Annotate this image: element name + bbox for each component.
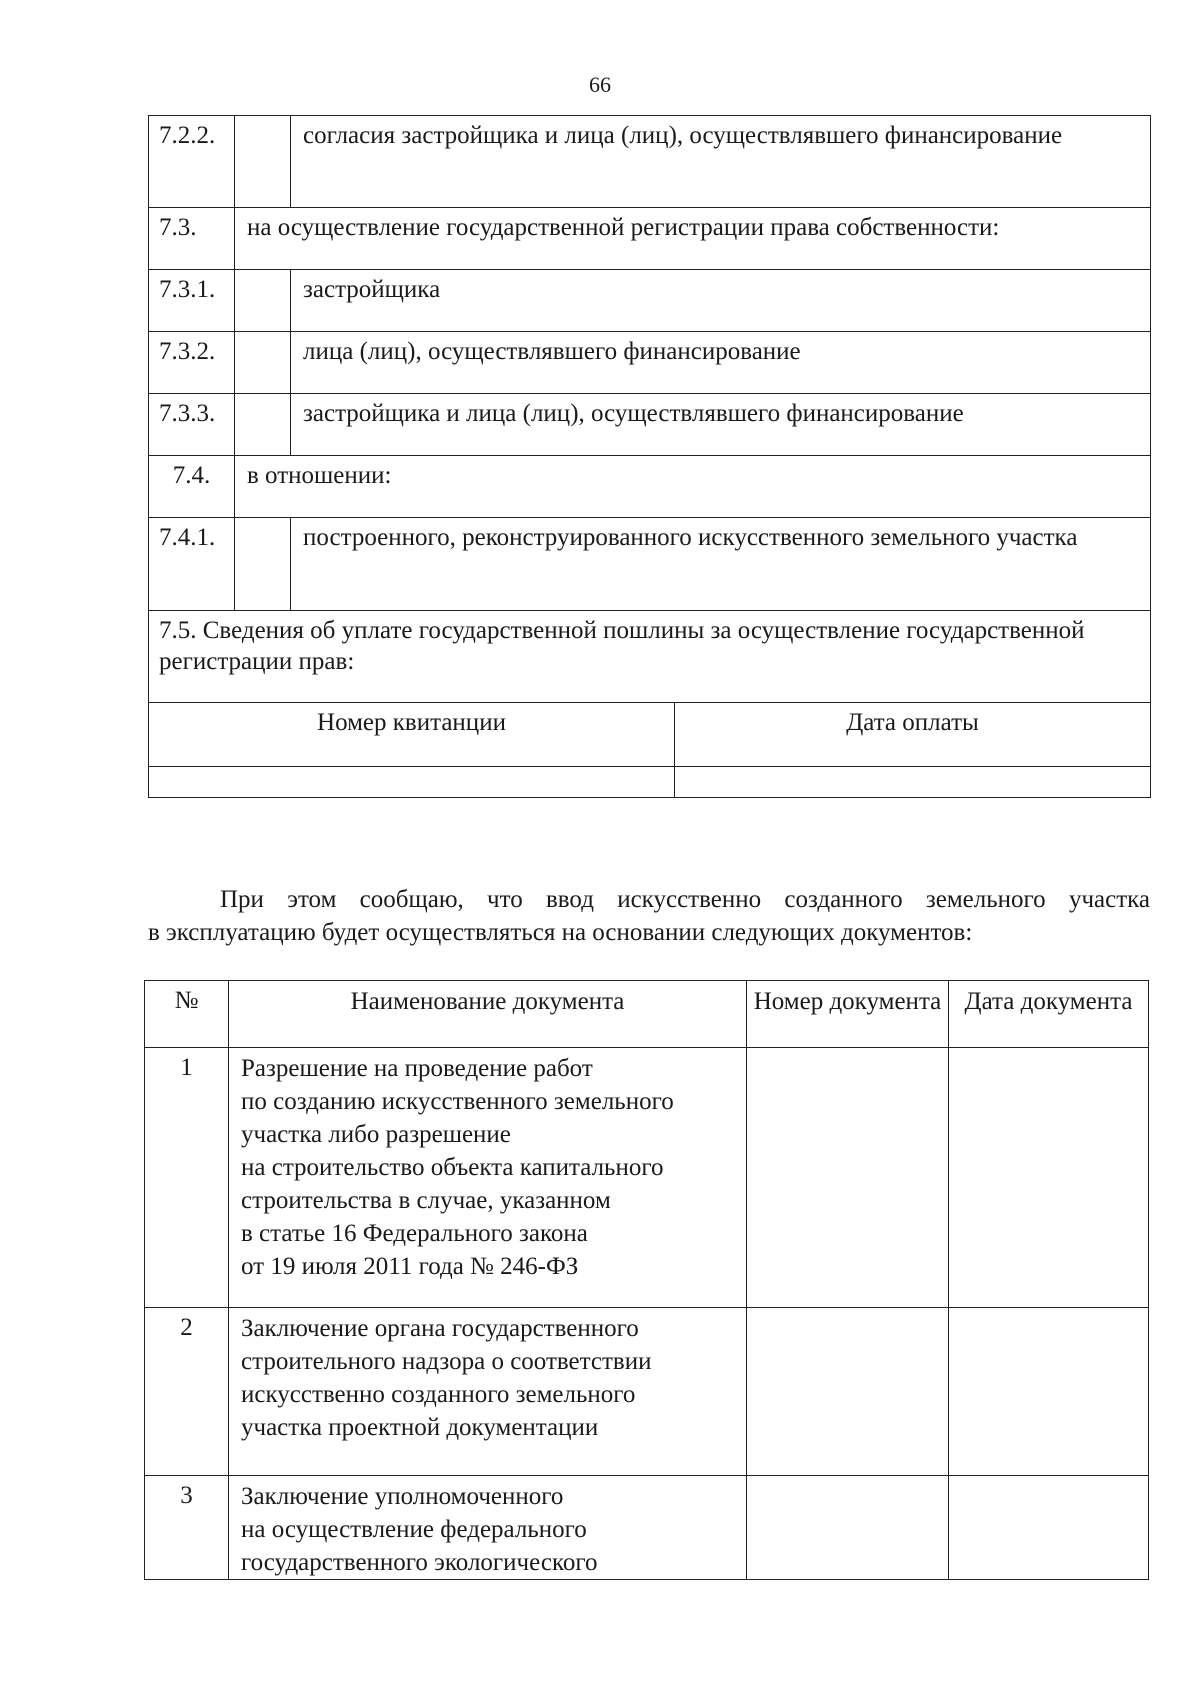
row-number: 7.4.1. [149, 518, 235, 611]
doc-row-name: Разрешение на проведение работ по созданию искусственного земельного участка либо разрешение на строительство объекта капитального строительства в случае, указанном в статье 16 Федерального закона от 19 июля 2011 года № 246-ФЗ [229, 1048, 747, 1308]
registration-form-table [148, 115, 1151, 798]
row-text: согласия застройщика и лица (лиц), осуществлявшего финансирование [291, 116, 1151, 208]
doc-row-name: Заключение уполномоченного на осуществление федерального государственного экологического [229, 1476, 747, 1580]
col-doc-date-header: Дата документа [949, 981, 1149, 1048]
checkbox-cell[interactable] [235, 116, 291, 208]
row-number: 7.4. [149, 456, 235, 518]
doc-row-number: 1 [145, 1048, 229, 1308]
row-text: застройщика [291, 270, 1151, 332]
row-text: застройщика и лица (лиц), осуществлявшего финансирование [291, 394, 1151, 456]
row-number: 7.3. [149, 208, 235, 270]
row-text: в отношении: [235, 456, 1151, 518]
col-doc-number-header: Номер документа [747, 981, 949, 1048]
form-row-7-2-2 [149, 116, 1151, 208]
form-row-7-3-3 [149, 394, 1151, 456]
doc-number-field[interactable] [747, 1476, 949, 1580]
receipt-number-header: Номер квитанции [149, 703, 675, 767]
form-row-7-4 [149, 456, 1151, 518]
row-number: 7.3.1. [149, 270, 235, 332]
payment-date-field[interactable] [675, 767, 1151, 798]
doc-row-number: 2 [145, 1308, 229, 1476]
doc-number-field[interactable] [747, 1308, 949, 1476]
table-row [145, 1048, 1149, 1308]
checkbox-cell[interactable] [235, 332, 291, 394]
col-name-header: Наименование документа [229, 981, 747, 1048]
payment-header-row [149, 703, 1151, 767]
doc-number-field[interactable] [747, 1048, 949, 1308]
fee-section-title: 7.5. Сведения об уплате государственной пошлины за осуществление государственной регистрации прав: [149, 611, 1151, 703]
checkbox-cell[interactable] [235, 270, 291, 332]
documents-table [144, 980, 1149, 1580]
row-number: 7.3.3. [149, 394, 235, 456]
form-row-7-4-1 [149, 518, 1151, 611]
row-text: лица (лиц), осуществлявшего финансирование [291, 332, 1151, 394]
row-text: на осуществление государственной регистрации права собственности: [235, 208, 1151, 270]
row-number: 7.2.2. [149, 116, 235, 208]
form-row-7-3-1 [149, 270, 1151, 332]
table-row [145, 1476, 1149, 1580]
payment-value-row [149, 767, 1151, 798]
row-number: 7.3.2. [149, 332, 235, 394]
intro-paragraph-line1: При этом сообщаю, что ввод искусственно созданного земельного участка [220, 886, 1150, 913]
table-row [145, 1308, 1149, 1476]
doc-row-number: 3 [145, 1476, 229, 1580]
col-number-header: № [145, 981, 229, 1048]
payment-date-header: Дата оплаты [675, 703, 1151, 767]
doc-date-field[interactable] [949, 1048, 1149, 1308]
intro-paragraph-line2: в эксплуатацию будет осуществляться на основании следующих документов: [148, 919, 973, 946]
row-text: построенного, реконструированного искусственного земельного участка [291, 518, 1151, 611]
checkbox-cell[interactable] [235, 518, 291, 611]
form-row-7-3 [149, 208, 1151, 270]
doc-date-field[interactable] [949, 1308, 1149, 1476]
doc-row-name: Заключение органа государственного строительного надзора о соответствии искусственно созданного земельного участка проектной документации [229, 1308, 747, 1476]
page-number: 66 [589, 72, 611, 97]
receipt-number-field[interactable] [149, 767, 675, 798]
form-row-7-3-2 [149, 332, 1151, 394]
doc-date-field[interactable] [949, 1476, 1149, 1580]
form-row-7-5 [149, 611, 1151, 703]
documents-header-row [145, 981, 1149, 1048]
checkbox-cell[interactable] [235, 394, 291, 456]
